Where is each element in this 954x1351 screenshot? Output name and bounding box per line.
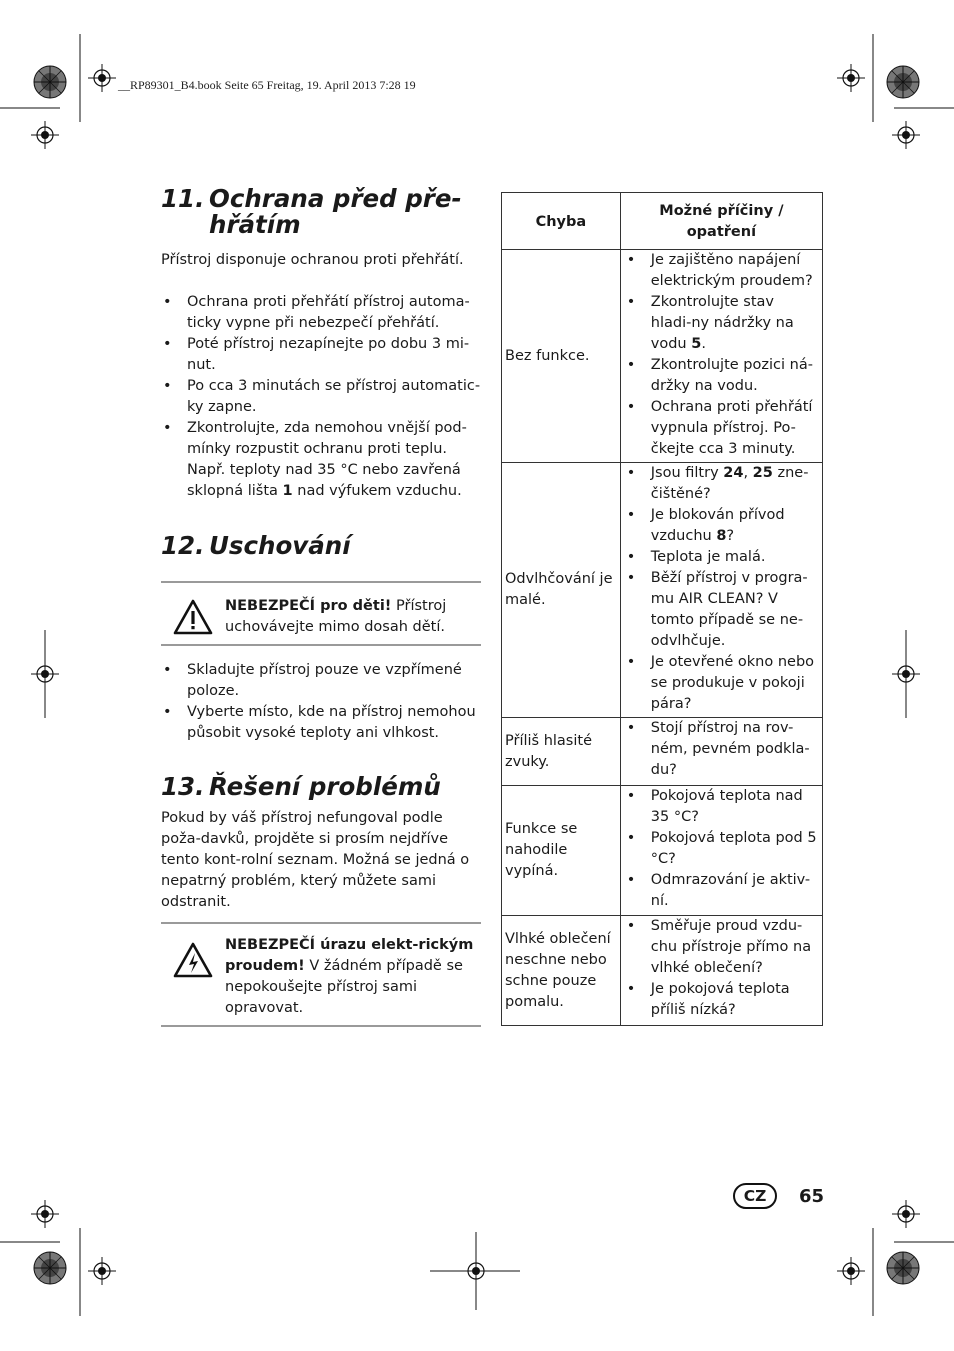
list-item: • Stojí přístroj na rov-ném, pevném podkla-du? [625,718,819,781]
list-item: • Směřuje proud vzdu-chu přístroje přímo na vlhké oblečení? [625,916,819,979]
registration-mark-right-mid [892,660,920,688]
registration-mark-top-left [88,64,116,92]
table-row [502,786,823,916]
list-item: • Pokojová teplota nad 35 °C? [625,786,819,828]
section-number: 12. [161,531,205,560]
bullet-text-tail: nad výfukem vzduchu. [292,483,462,499]
part-number: 24 [723,465,744,481]
error-cell: Funkce se nahodile vypíná. [502,786,621,916]
left-column [161,186,481,1027]
list-item: • Zkontrolujte pozici ná-držky na vodu. [625,355,819,397]
registration-mark-right-bottom [892,1200,920,1228]
part-number: 8 [716,528,727,544]
section-number: 11. [161,184,205,213]
error-cell: Vlhké oblečení neschne nebo schne pouze pomalu. [502,916,621,1026]
color-star-top-right [887,66,919,98]
registration-mark-left-top [31,121,59,149]
list-item [161,418,481,502]
warning-label: NEBEZPEČÍ úrazu elekt-rickým proudem! [225,937,474,974]
storage-bullets [161,660,481,744]
section-13-heading [161,774,481,800]
section-number: 13. [161,772,205,801]
list-item: • Je otevřené okno nebo se produkuje v pokoji pára? [625,652,819,715]
error-cell: Příliš hlasité zvuky. [502,718,621,786]
section-title: Uschování [209,531,351,560]
list-item: • Je pokojová teplota příliš nízká? [625,979,819,1021]
table-header-row [502,193,823,250]
section-title: Řešení problémů [209,772,441,801]
electric-hazard-icon [161,935,225,979]
table-row [502,463,823,718]
troubleshooting-intro: Pokud by váš přístroj nefungoval podle poža-davků, projděte si prosím nejdříve tento kont-rolní seznam. Možná se jedná o nepatrný problém, který můžete sami odstranit. [161,810,470,910]
cause-cell [620,250,822,463]
list-item: • Pokojová teplota pod 5 °C? [625,828,819,870]
cause-text: zne-čištěné? [650,465,809,502]
table-row [502,250,823,463]
overheat-intro: Přístroj disponuje ochranou proti přehřátí. [161,252,464,268]
electric-shock-warning [161,922,481,1027]
registration-mark-top-right [837,64,865,92]
list-item: • Je zajištěno napájení elektrickým proudem? [625,250,819,292]
warning-text [225,935,481,1019]
cause-text: Je blokován přívod vzduchu [650,507,785,544]
section-11-heading [161,186,481,238]
list-item: • Vyberte místo, kde na přístroj nemohou působit vysoké teploty ani vlhkost. [161,702,481,744]
color-star-top-left [34,66,66,98]
list-item: • Ochrana proti přehřátí přístroj automa-ticky vypne při nebezpečí přehřátí. [161,292,481,334]
print-header: __RP89301_B4.book Seite 65 Freitag, 19. April 2013 7:28 19 [118,78,416,92]
error-cell: Odvlhčování je malé. [502,463,621,718]
registration-mark-bottom-right [837,1257,865,1285]
warning-body: Přístroj uchovávejte mimo dosah dětí. [225,598,447,635]
cause-text: , [743,465,753,481]
troubleshooting-table [501,192,823,1026]
list-item: • Poté přístroj nezapínejte po dobu 3 mi-nut. [161,334,481,376]
color-star-bottom-right [887,1252,919,1284]
list-item: • Teplota je malá. [625,547,819,568]
page-number: 65 [799,1185,825,1207]
list-item: • Ochrana proti přehřátí vypnula přístroj. Po-čkejte cca 3 minuty. [625,397,819,460]
list-item: • Skladujte přístroj pouze ve vzpřímené poloze. [161,660,481,702]
warning-body: V žádném případě se nepokoušejte přístroj sami opravovat. [225,958,463,1016]
cause-text: Jsou filtry [650,465,724,481]
registration-mark-left-bottom [31,1200,59,1228]
color-star-bottom-left [34,1252,66,1284]
page-footer [733,1183,824,1209]
table-row [502,718,823,786]
part-number: 5 [691,336,702,352]
list-item: • Odmrazování je aktiv-ní. [625,870,819,912]
part-number: 1 [282,483,293,499]
list-item [625,292,819,355]
cause-cell [620,916,822,1026]
column-header-error: Chyba [502,193,621,250]
cause-text: Zkontrolujte stav hladi-ny nádržky na vodu [650,294,794,352]
warning-label: NEBEZPEČÍ pro děti! [225,598,392,614]
warning-triangle-icon [161,596,225,636]
cause-cell [620,718,822,786]
bullet-text: Zkontrolujte, zda nemohou vnější pod-mínky rozpustit ochranu proti teplu. Např. teploty nad 35 °C nebo zavřená sklopná lišta [187,420,467,499]
cause-cell [620,786,822,916]
registration-mark-left-mid [31,660,59,688]
error-cell: Bez funkce. [502,250,621,463]
section-title: Ochrana před pře-hřátím [209,184,462,239]
list-item [625,505,819,547]
language-badge: CZ [733,1183,777,1209]
cause-text: ? [726,528,735,544]
section-12-heading [161,533,481,559]
list-item: • Po cca 3 minutách se přístroj automatic-ky zapne. [161,376,481,418]
column-header-cause: Možné příčiny / opatření [620,193,822,250]
cause-text: . [701,336,706,352]
warning-text [225,596,481,638]
registration-mark-right-top [892,121,920,149]
list-item: • Běží přístroj v progra-mu AIR CLEAN? V tomto případě se ne-odvlhčuje. [625,568,819,652]
cause-cell [620,463,822,718]
table-row [502,916,823,1026]
list-item [625,463,819,505]
child-danger-warning [161,581,481,646]
overheat-bullets [161,292,481,502]
registration-mark-bottom-left [88,1257,116,1285]
registration-mark-bottom-center [462,1257,490,1285]
part-number: 25 [752,465,773,481]
